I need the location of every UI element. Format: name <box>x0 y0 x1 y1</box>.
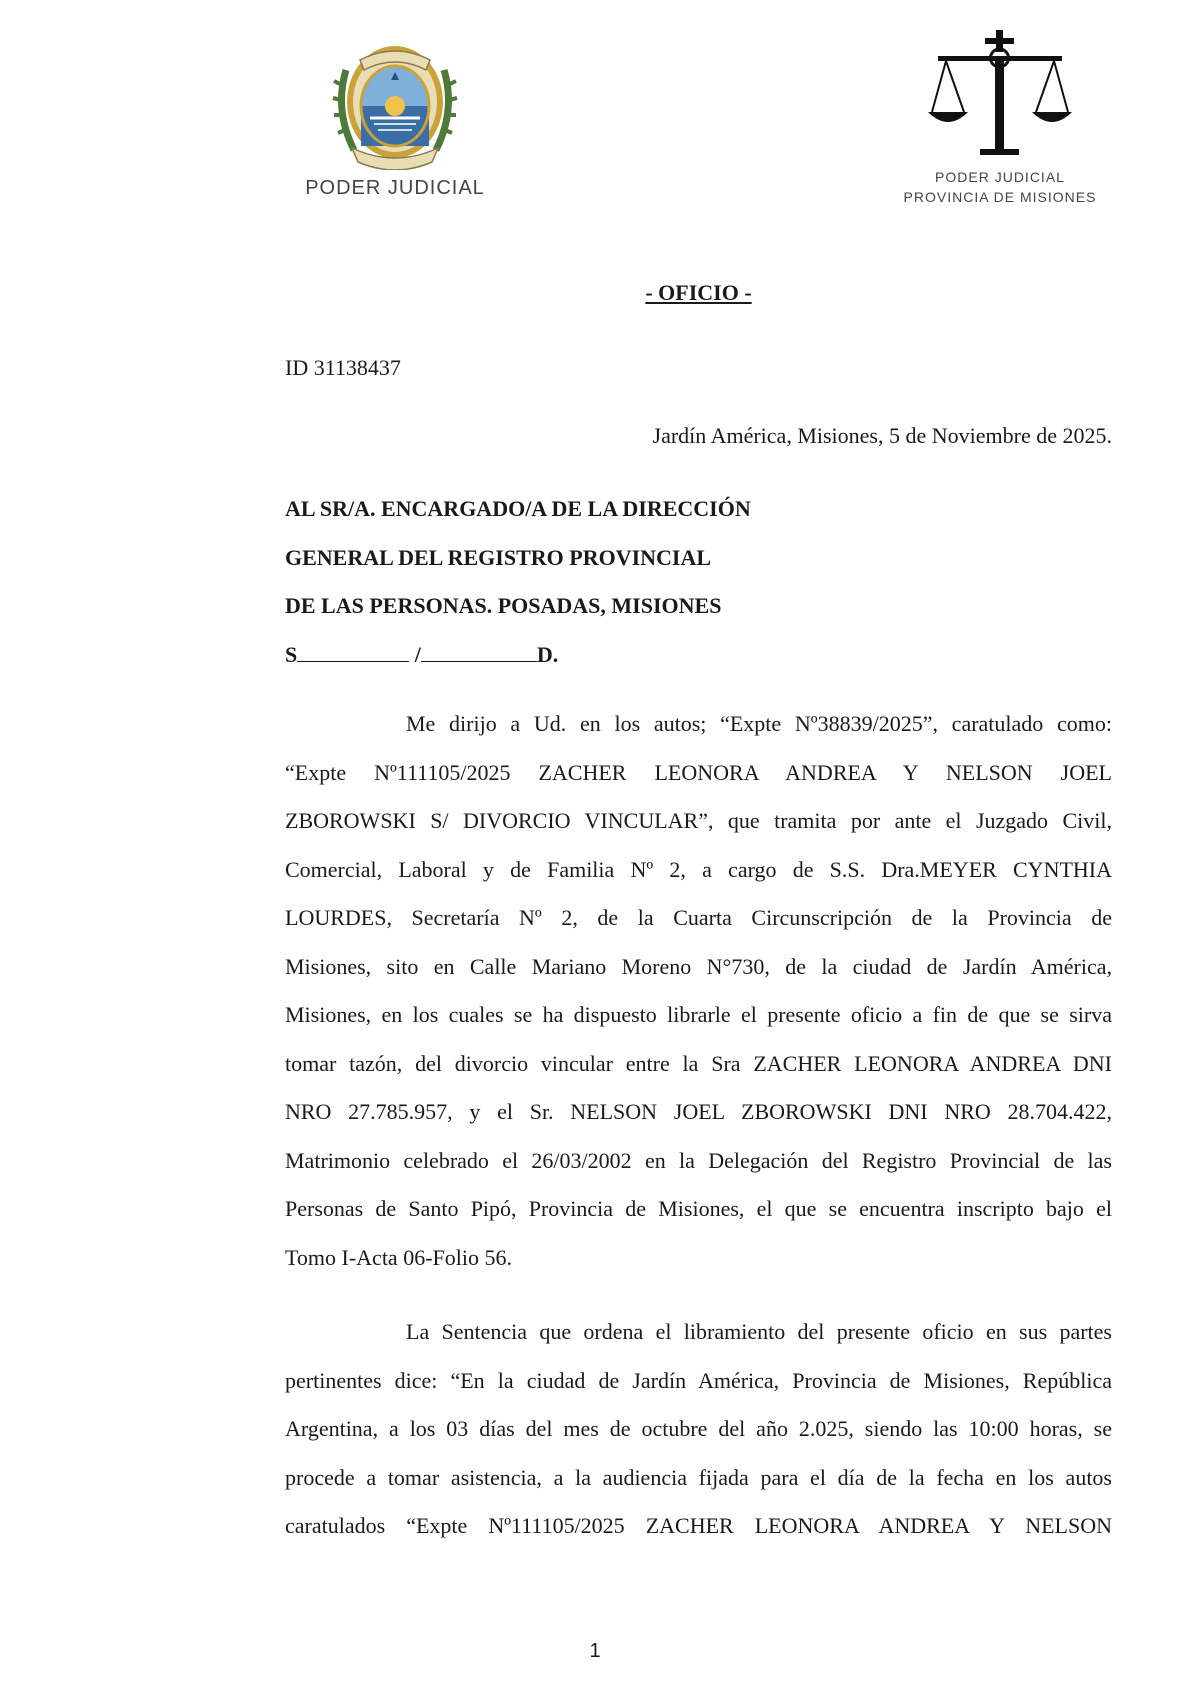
sd-d: D. <box>536 641 559 667</box>
paragraph-line: tomar tazón, del divorcio vincular entre la Sra ZACHER LEONORA ANDREA DNI <box>285 1050 1112 1076</box>
addressee-line: AL SR/A. ENCARGADO/A DE LA DIRECCIÓN <box>285 496 751 521</box>
provincia-misiones-seal-icon <box>332 40 458 170</box>
poder-judicial-scales-logo <box>900 30 1100 210</box>
poder-judicial-misiones-seal-logo <box>300 40 490 220</box>
page-number: 1 <box>589 1640 601 1662</box>
paragraph-line: Misiones, sito en Calle Mariano Moreno N°730, de la ciudad de Jardín América, <box>285 953 1112 979</box>
document-date: Jardín América, Misiones, 5 de Noviembre de 2025. <box>652 423 1112 448</box>
paragraph-line: caratulados “Expte Nº111105/2025 ZACHER LEONORA ANDREA Y NELSON <box>285 1513 1112 1538</box>
right-logo-caption-line2: PROVINCIA DE MISIONES <box>903 189 1097 205</box>
right-logo-caption-line1: PODER JUDICIAL <box>935 169 1065 185</box>
body-paragraph-1 <box>285 700 1112 1282</box>
paragraph-line: Me dirijo a Ud. en los autos; “Expte Nº38839/2025”, caratulado como: <box>406 711 1112 736</box>
paragraph-line: procede a tomar asistencia, a la audiencia fijada para el día de la fecha en los autos <box>285 1464 1112 1490</box>
addressee-line: GENERAL DEL REGISTRO PROVINCIAL <box>285 544 712 570</box>
body-paragraph-2 <box>285 1308 1112 1551</box>
sd-s: S <box>285 641 298 667</box>
paragraph-line: Tomo I-Acta 06-Folio 56. <box>285 1244 512 1270</box>
document-title: - OFICIO - <box>645 280 752 305</box>
sd-blank-1 <box>297 641 409 662</box>
sd-blank-2 <box>421 641 537 662</box>
sd-salutation <box>285 631 751 680</box>
scales-of-justice-icon <box>928 30 1072 170</box>
paragraph-line: NRO 27.785.957, y el Sr. NELSON JOEL ZBOROWSKI DNI NRO 28.704.422, <box>285 1099 1112 1124</box>
paragraph-line: La Sentencia que ordena el libramiento del presente oficio en sus partes <box>406 1319 1112 1344</box>
addressee-line: DE LAS PERSONAS. POSADAS, MISIONES <box>285 593 722 618</box>
paragraph-line: pertinentes dice: “En la ciudad de Jardín América, Provincia de Misiones, República <box>285 1367 1112 1393</box>
document-id: ID 31138437 <box>285 355 401 380</box>
paragraph-line: “Expte Nº111105/2025 ZACHER LEONORA ANDREA Y NELSON JOEL <box>285 759 1112 785</box>
paragraph-line: Misiones, en los cuales se ha dispuesto librarle el presente oficio a fin de que se sirva <box>285 1002 1112 1027</box>
paragraph-line: LOURDES, Secretaría Nº 2, de la Cuarta Circunscripción de la Provincia de <box>285 905 1112 930</box>
left-logo-caption: PODER JUDICIAL <box>305 177 485 199</box>
paragraph-line: Matrimonio celebrado el 26/03/2002 en la Delegación del Registro Provincial de las <box>285 1147 1112 1173</box>
sd-slash: / <box>414 641 421 667</box>
paragraph-line: Comercial, Laboral y de Familia Nº 2, a cargo de S.S. Dra.MEYER CYNTHIA <box>285 856 1112 882</box>
addressee-block <box>285 485 751 679</box>
paragraph-line: ZBOROWSKI S/ DIVORCIO VINCULAR”, que tramita por ante el Juzgado Civil, <box>285 808 1112 833</box>
paragraph-line: Personas de Santo Pipó, Provincia de Misiones, el que se encuentra inscripto bajo el <box>285 1196 1112 1221</box>
paragraph-line: Argentina, a los 03 días del mes de octubre del año 2.025, siendo las 10:00 horas, se <box>285 1416 1112 1441</box>
